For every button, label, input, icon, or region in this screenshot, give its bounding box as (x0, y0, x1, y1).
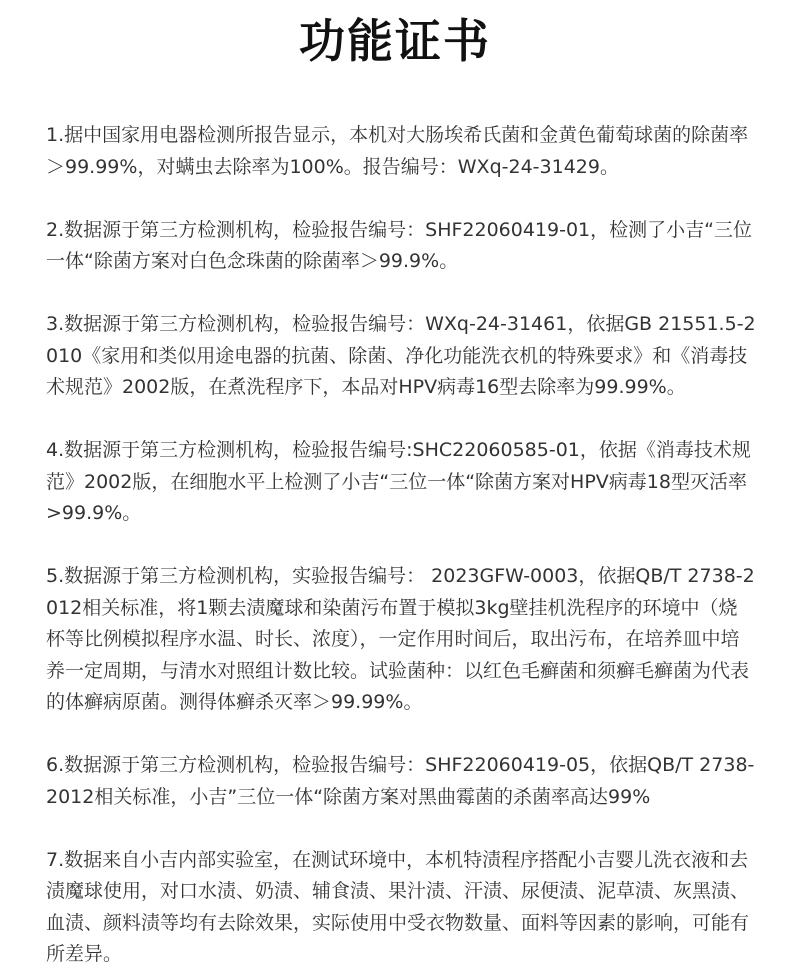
paragraph-list (46, 120, 756, 971)
paragraph-7: 7.数据来自小吉内部实验室，在测试环境中，本机特渍程序搭配小吉婴儿洗衣液和去渍魔球使用，对口水渍、奶渍、辅食渍、果汁渍、汗渍、尿便渍、泥草渍、灰黑渍、血渍、颜料渍等均有去除效果，实际使用中受衣物数量、面料等因素的影响，可能有所差异。 (46, 848, 750, 965)
paragraph-3: 3.数据源于第三方检测机构，检验报告编号：WXq-24-31461，依据GB 21551.5-2010《家用和类似用途电器的抗菌、除菌、净化功能洗衣机的特殊要求》和《消毒技术规范》2002版，在煮洗程序下，本品对HPV病毒16型去除率为99.99%。 (46, 313, 756, 398)
paragraph-5: 5.数据源于第三方检测机构，实验报告编号： 2023GFW-0003，依据QB/T 2738-2012相关标准，将1颗去渍魔球和染菌污布置于模拟3kg壁挂机洗程序的环境中（烧杯等比例模拟程序水温、时长、浓度），一定作用时间后，取出污布，在培养皿中培养一定周期，与清水对照组计数比较。试验菌种：以红色毛癣菌和须癣毛癣菌为代表的体癣病原菌。测得体癣杀灭率＞99.99%。 (46, 565, 755, 713)
paragraph-1: 1.据中国家用电器检测所报告显示，本机对大肠埃希氏菌和金黄色葡萄球菌的除菌率＞99.99%，对螨虫去除率为100%。报告编号：WXq-24-31429。 (46, 124, 749, 178)
page-title: 功能证书 (299, 14, 491, 68)
paragraph-6: 6.数据源于第三方检测机构，检验报告编号：SHF22060419-05，依据QB/T 2738-2012相关标准，小吉”三位一体“除菌方案对黑曲霉菌的杀菌率高达99% (46, 754, 755, 808)
paragraph-2: 2.数据源于第三方检测机构，检验报告编号：SHF22060419-01，检测了小吉“三位一体“除菌方案对白色念珠菌的除菌率＞99.9%。 (46, 218, 752, 272)
paragraph-4: 4.数据源于第三方检测机构，检验报告编号:SHC22060585-01，依据《消毒技术规范》2002版，在细胞水平上检测了小吉“三位一体“除菌方案对HPV病毒18型灭活率>99.9%。 (46, 439, 751, 524)
